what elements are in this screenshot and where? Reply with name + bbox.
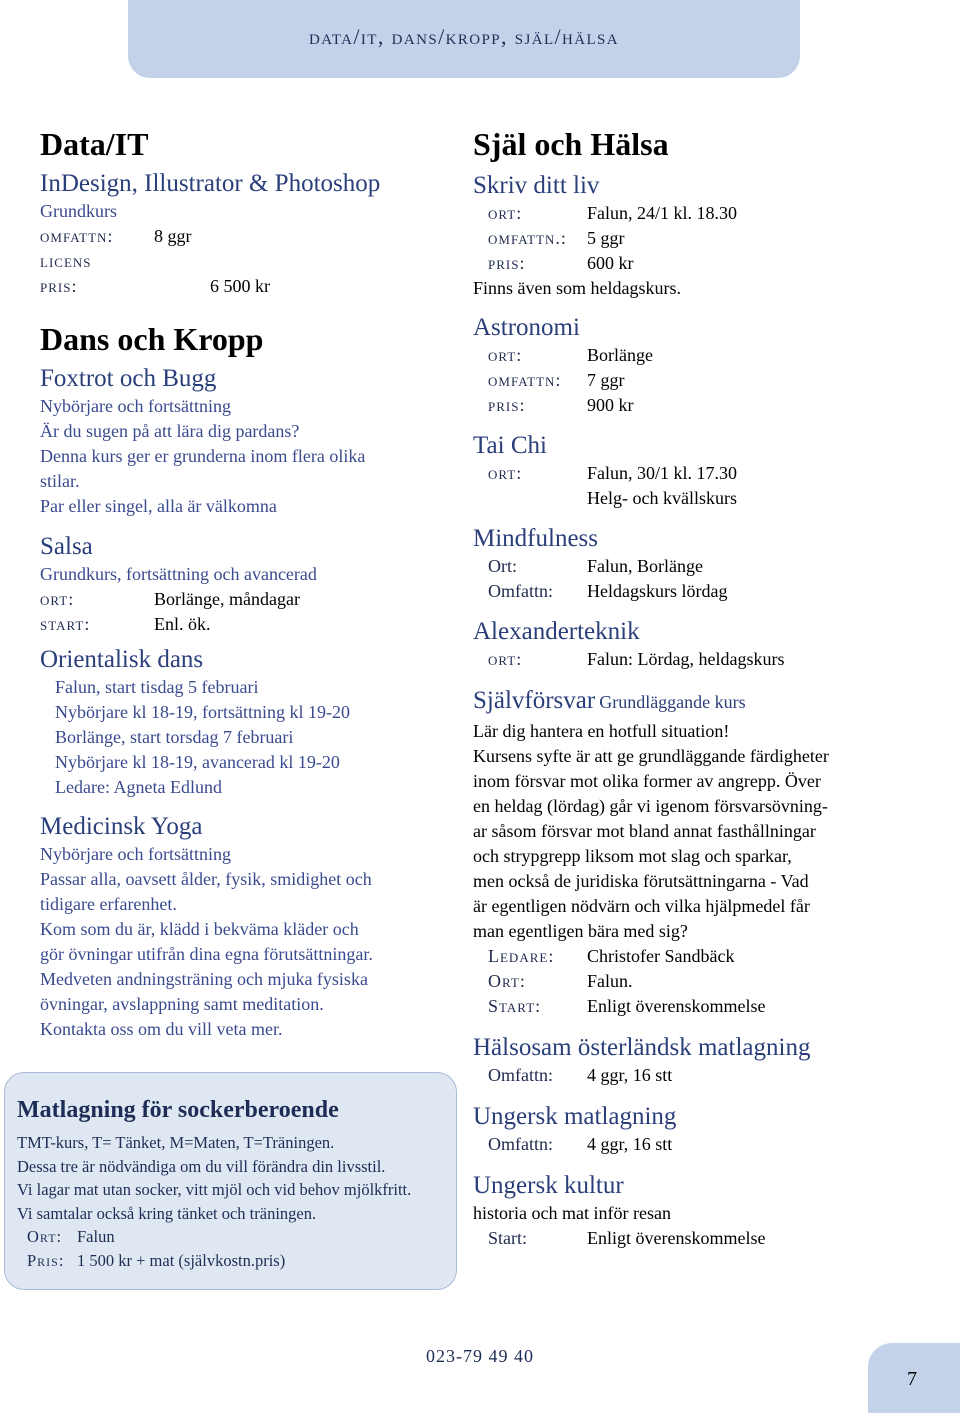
yoga-line: övningar, avslappning samt meditation.	[40, 994, 324, 1014]
matlagning-body	[17, 1131, 457, 1272]
sjalvforsvar-ledare-row	[473, 944, 923, 969]
ort-value: Borlänge, måndagar	[154, 589, 300, 609]
ort-value: Falun, 24/1 kl. 18.30	[587, 203, 738, 223]
sjalvforsvar-subtitle: Grundläggande kurs	[599, 692, 746, 712]
matlagning-line: Dessa tre är nödvändiga om du vill förändra din livsstil.	[17, 1156, 386, 1176]
ort-label: ort:	[488, 463, 523, 483]
omfattn-label: Omfattn:	[488, 581, 553, 601]
matlagning-pris-row	[17, 1249, 457, 1273]
orientalisk-line: Ledare: Agneta Edlund	[55, 777, 222, 797]
ort-value: Falun, 30/1 kl. 17.30	[587, 463, 738, 483]
matlagning-box	[4, 1072, 457, 1290]
pris-label: Pris:	[27, 1250, 65, 1270]
omfattn-value: Heldagskurs lördag	[587, 581, 728, 601]
ort-label: ort:	[488, 203, 523, 223]
astronomi-title: Astronomi	[473, 314, 580, 341]
sjalvforsvar-description	[473, 719, 923, 944]
mindfulness-ort-row	[473, 554, 923, 579]
omfattn-value: 7 ggr	[587, 370, 625, 390]
pris-label: pris:	[488, 253, 526, 273]
ort-value: Falun: Lördag, heldagskurs	[587, 649, 785, 669]
skriv-omfattn-row	[473, 226, 923, 251]
omfattn-label: omfattn:	[40, 226, 114, 246]
omfattn-value: 4 ggr, 16 stt	[587, 1134, 673, 1154]
yoga-line: gör övningar utifrån dina egna förutsättningar.	[40, 944, 373, 964]
ort-label: ort:	[488, 649, 523, 669]
sjalvforsvar-line: är egentligen nödvärn och vilka hjälpmedel får	[473, 896, 810, 916]
right-column	[473, 124, 923, 1251]
start-value: Enl. ök.	[154, 614, 211, 634]
omfattn-label: Omfattn:	[488, 1065, 553, 1085]
footer-phone: 023-79 49 40	[426, 1346, 534, 1366]
sjalvforsvar-ort-row	[473, 969, 923, 994]
omfattn-value: 4 ggr, 16 stt	[587, 1065, 673, 1085]
dans-och-kropp-heading: Dans och Kropp	[40, 321, 264, 357]
ledare-value: Christofer Sandbäck	[587, 946, 735, 966]
foxtrot-title: Foxtrot och Bugg	[40, 365, 217, 392]
ungersk-kultur-desc: historia och mat inför resan	[473, 1203, 671, 1223]
astronomi-pris-row	[473, 393, 923, 418]
start-label: start:	[40, 614, 91, 634]
ort-value: Borlänge	[587, 345, 653, 365]
yoga-line: Passar alla, oavsett ålder, fysik, smidighet och	[40, 869, 372, 889]
start-label: Start:	[488, 1228, 527, 1248]
yoga-line: Kontakta oss om du vill veta mer.	[40, 1019, 283, 1039]
matlagning-line: Vi lagar mat utan socker, vitt mjöl och vid behov mjölkfritt.	[17, 1180, 412, 1199]
ungersk-kultur-title: Ungersk kultur	[473, 1172, 624, 1199]
indesign-licens-row	[40, 249, 440, 274]
ort-label: Ort:	[27, 1227, 63, 1246]
sjal-och-halsa-heading: Själ och Hälsa	[473, 126, 669, 162]
pris-label: pris:	[40, 276, 78, 296]
yoga-line: Nybörjare och fortsättning	[40, 844, 231, 864]
skriv-pris-row	[473, 251, 923, 276]
ort-value: Falun.	[587, 971, 633, 991]
pris-value: 6 500 kr	[210, 276, 270, 296]
ungersk-matlagning-omfattn-row	[473, 1132, 923, 1157]
astronomi-ort-row	[473, 343, 923, 368]
salsa-level: Grundkurs, fortsättning och avancerad	[40, 564, 317, 584]
tai-chi-extra	[473, 486, 923, 511]
sjalvforsvar-line: ar såsom försvar mot bland annat fasthållningar	[473, 821, 816, 841]
header-band	[128, 0, 800, 78]
sjalvforsvar-title: Självförsvar	[473, 687, 596, 714]
matlagning-line: TMT-kurs, T= Tänket, M=Maten, T=Träningen.	[17, 1133, 335, 1152]
pris-value: 600 kr	[587, 253, 634, 273]
ort-label: Ort:	[488, 971, 526, 991]
sjalvforsvar-line: inom försvar mot olika former av angrepp. Över	[473, 771, 821, 791]
ort-value: Falun, Borlänge	[587, 556, 703, 576]
tai-chi-ort-row	[473, 461, 923, 486]
pris-label: pris:	[488, 395, 526, 415]
astronomi-omfattn-row	[473, 368, 923, 393]
omfattn-label: omfattn.:	[488, 228, 567, 248]
medicinsk-yoga-description	[40, 842, 440, 1042]
salsa-start-row	[40, 612, 440, 637]
matlagning-ort-row	[17, 1225, 457, 1249]
omfattn-value: 5 ggr	[587, 228, 625, 248]
orientalisk-line: Falun, start tisdag 5 februari	[55, 677, 259, 697]
yoga-line: Medveten andningsträning och mjuka fysiska	[40, 969, 368, 989]
halsosam-matlagning-title: Hälsosam österländsk matlagning	[473, 1034, 811, 1061]
skriv-note: Finns även som heldagskurs.	[473, 278, 681, 298]
salsa-title: Salsa	[40, 533, 93, 560]
ort-label: ort:	[40, 589, 75, 609]
foxtrot-line: Denna kurs ger er grunderna inom flera olika	[40, 446, 366, 466]
pris-value: 1 500 kr + mat (självkostn.pris)	[77, 1250, 286, 1270]
matlagning-line: Vi samtalar också kring tänket och träningen.	[17, 1203, 317, 1223]
matlagning-title: Matlagning för sockerberoende	[17, 1097, 339, 1123]
orientalisk-dans-title: Orientalisk dans	[40, 646, 204, 673]
foxtrot-line: Par eller singel, alla är välkomna	[40, 496, 277, 516]
start-value: Enligt överenskommelse	[587, 996, 766, 1016]
indesign-pris-row	[40, 274, 440, 299]
licens-label: licens	[40, 251, 92, 271]
mindfulness-title: Mindfulness	[473, 525, 598, 552]
tai-chi-extra-text: Helg- och kvällskurs	[587, 488, 737, 508]
omfattn-label: Omfattn:	[488, 1134, 553, 1154]
ort-value: Falun	[77, 1227, 115, 1246]
skriv-ort-row	[473, 201, 923, 226]
halsosam-omfattn-row	[473, 1063, 923, 1088]
mindfulness-omfattn-row	[473, 579, 923, 604]
omfattn-value: 8 ggr	[154, 226, 192, 246]
foxtrot-line: Nybörjare och fortsättning	[40, 396, 231, 416]
yoga-line: Kom som du är, klädd i bekväma kläder och	[40, 919, 359, 939]
ungersk-matlagning-title: Ungersk matlagning	[473, 1103, 677, 1130]
data-it-heading: Data/IT	[40, 126, 149, 162]
foxtrot-description	[40, 394, 440, 519]
omfattn-label: omfattn:	[488, 370, 562, 390]
orientalisk-line: Nybörjare kl 18-19, avancerad kl 19-20	[55, 752, 340, 772]
orientalisk-line: Borlänge, start torsdag 7 februari	[55, 727, 294, 747]
orientalisk-dans-details	[40, 675, 440, 800]
indesign-level: Grundkurs	[40, 201, 117, 221]
alexanderteknik-title: Alexanderteknik	[473, 618, 640, 645]
ungersk-kultur-start-row	[473, 1226, 923, 1251]
foxtrot-line: stilar.	[40, 471, 80, 491]
start-value: Enligt överenskommelse	[587, 1228, 766, 1248]
pris-value: 900 kr	[587, 395, 634, 415]
tai-chi-title: Tai Chi	[473, 432, 547, 459]
medicinsk-yoga-title: Medicinsk Yoga	[40, 813, 203, 840]
sjalvforsvar-heading	[473, 686, 923, 719]
start-label: Start:	[488, 996, 542, 1016]
alexanderteknik-ort-row	[473, 647, 923, 672]
sjalvforsvar-line: Lär dig hantera en hotfull situation!	[473, 721, 730, 741]
skriv-ditt-liv-title: Skriv ditt liv	[473, 172, 600, 199]
indesign-omfattn-row	[40, 224, 440, 249]
sjalvforsvar-line: och strypgrepp liksom mot slag och sparkar,	[473, 846, 792, 866]
sjalvforsvar-start-row	[473, 994, 923, 1019]
sjalvforsvar-line: men också de juridiska förutsättningarna - Vad	[473, 871, 809, 891]
orientalisk-line: Nybörjare kl 18-19, fortsättning kl 19-20	[55, 702, 350, 722]
indesign-course-title: InDesign, Illustrator & Photoshop	[40, 170, 381, 197]
ledare-label: Ledare:	[488, 946, 555, 966]
foxtrot-line: Är du sugen på att lära dig pardans?	[40, 421, 300, 441]
ort-label: ort:	[488, 345, 523, 365]
salsa-ort-row	[40, 587, 440, 612]
sjalvforsvar-line: man egentligen bära med sig?	[473, 921, 688, 941]
sjalvforsvar-line: en heldag (lördag) går vi igenom försvarsövning-	[473, 796, 828, 816]
page-number: 7	[907, 1368, 917, 1390]
ort-label: Ort:	[488, 556, 517, 576]
left-column	[40, 124, 440, 1042]
yoga-line: tidigare erfarenhet.	[40, 894, 177, 914]
header-title: data/it, dans/kropp, själ/hälsa	[308, 24, 620, 49]
sjalvforsvar-line: Kursens syfte är att ge grundläggande färdigheter	[473, 746, 829, 766]
